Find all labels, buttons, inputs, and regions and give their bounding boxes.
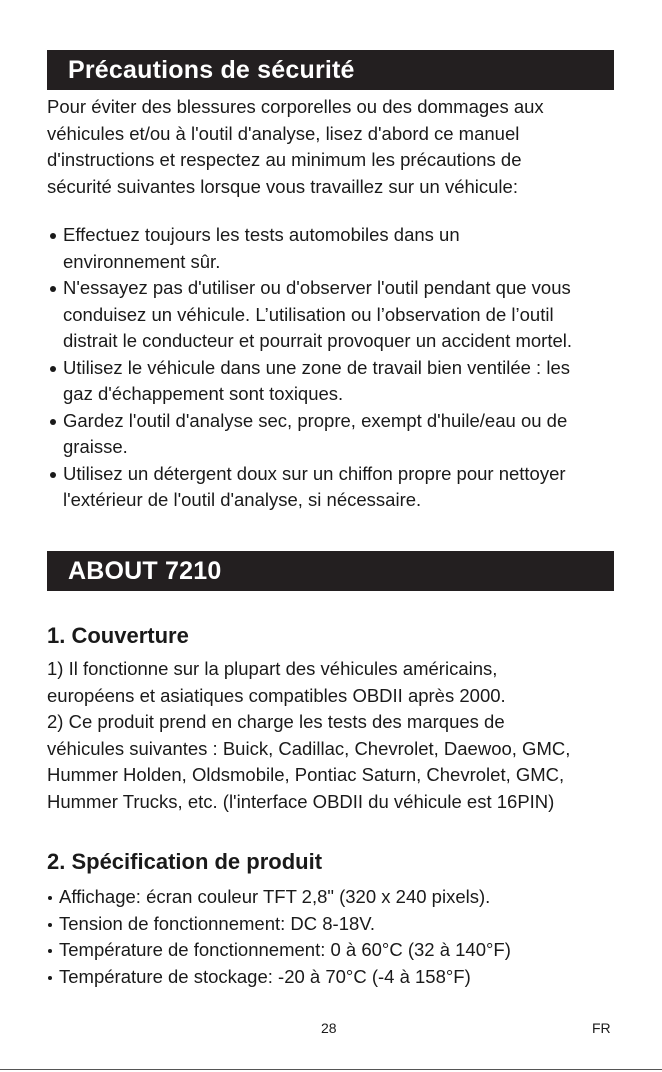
bullet-dot-icon — [48, 923, 52, 927]
page-number: 28 — [321, 1020, 337, 1036]
bullet-dot-icon — [50, 233, 56, 239]
precaution-line: conduisez un véhicule. L’utilisation ou l’observation de l’outil — [63, 303, 554, 325]
precaution-line: distrait le conducteur et pourrait provoquer un accident mortel. — [63, 330, 573, 351]
specification-heading: 2. Spécification de produit — [47, 849, 323, 874]
intro-line: d'instructions et respectez au minimum les précautions de — [47, 149, 522, 170]
safety-intro — [47, 94, 622, 200]
precaution-line: Utilisez le véhicule dans une zone de travail bien ventilée : les — [63, 356, 570, 378]
bullet-dot-icon — [50, 286, 56, 292]
bullet-dot-icon — [50, 366, 56, 372]
spec-item — [47, 911, 622, 938]
precaution-item — [47, 222, 622, 275]
spec-text: Affichage: écran couleur TFT 2,8" (320 x 240 pixels). — [59, 886, 491, 907]
coverage-line: européens et asiatiques compatibles OBDII après 2000. — [47, 684, 506, 706]
precaution-line: Utilisez un détergent doux sur un chiffon propre pour nettoyer — [63, 462, 566, 484]
specification-list — [47, 884, 622, 990]
spec-text: Tension de fonctionnement: DC 8-18V. — [59, 912, 376, 934]
coverage-line: Hummer Holden, Oldsmobile, Pontiac Saturn, Chevrolet, GMC, — [47, 764, 565, 785]
bottom-divider — [0, 1069, 662, 1070]
precaution-item — [47, 461, 622, 514]
intro-line: Pour éviter des blessures corporelles ou des dommages aux — [47, 96, 544, 117]
bullet-dot-icon — [48, 976, 52, 980]
precaution-item — [47, 275, 622, 355]
spec-item — [47, 937, 622, 964]
coverage-line: 1) Il fonctionne sur la plupart des véhicules américains, — [47, 658, 498, 679]
about-section-title: ABOUT 7210 — [47, 551, 614, 591]
language-code: FR — [592, 1020, 611, 1036]
bullet-dot-icon — [48, 896, 52, 900]
coverage-line: Hummer Trucks, etc. (l'interface OBDII du véhicule est 16PIN) — [47, 790, 555, 812]
intro-line: véhicules et/ou à l'outil d'analyse, lisez d'abord ce manuel — [47, 122, 520, 144]
coverage-heading: 1. Couverture — [47, 623, 189, 648]
precaution-line: Gardez l'outil d'analyse sec, propre, exempt d'huile/eau ou de — [63, 409, 568, 431]
precaution-line: environnement sûr. — [63, 250, 221, 272]
coverage-line: véhicules suivantes : Buick, Cadillac, Chevrolet, Daewoo, GMC, — [47, 737, 571, 759]
bullet-dot-icon — [48, 949, 52, 953]
intro-line: sécurité suivantes lorsque vous travaillez sur un véhicule: — [47, 175, 518, 197]
spec-item — [47, 964, 622, 991]
safety-precautions-list — [47, 222, 622, 514]
precaution-line: graisse. — [63, 436, 128, 457]
bullet-dot-icon — [50, 472, 56, 478]
bullet-dot-icon — [50, 419, 56, 425]
coverage-line: 2) Ce produit prend en charge les tests des marques de — [47, 711, 505, 732]
precaution-item — [47, 355, 622, 408]
spec-text: Température de stockage: -20 à 70°C (-4 à 158°F) — [59, 965, 471, 987]
precaution-line: gaz d'échappement sont toxiques. — [63, 383, 344, 404]
precaution-line: Effectuez toujours les tests automobiles dans un — [63, 224, 460, 245]
precaution-line: l'extérieur de l'outil d'analyse, si nécessaire. — [63, 489, 422, 510]
coverage-text — [47, 656, 622, 815]
safety-section-title: Précautions de sécurité — [47, 50, 614, 90]
spec-item — [47, 884, 622, 911]
spec-text: Température de fonctionnement: 0 à 60°C (32 à 140°F) — [59, 939, 511, 960]
precaution-item — [47, 408, 622, 461]
precaution-line: N'essayez pas d'utiliser ou d'observer l'outil pendant que vous — [63, 277, 571, 298]
